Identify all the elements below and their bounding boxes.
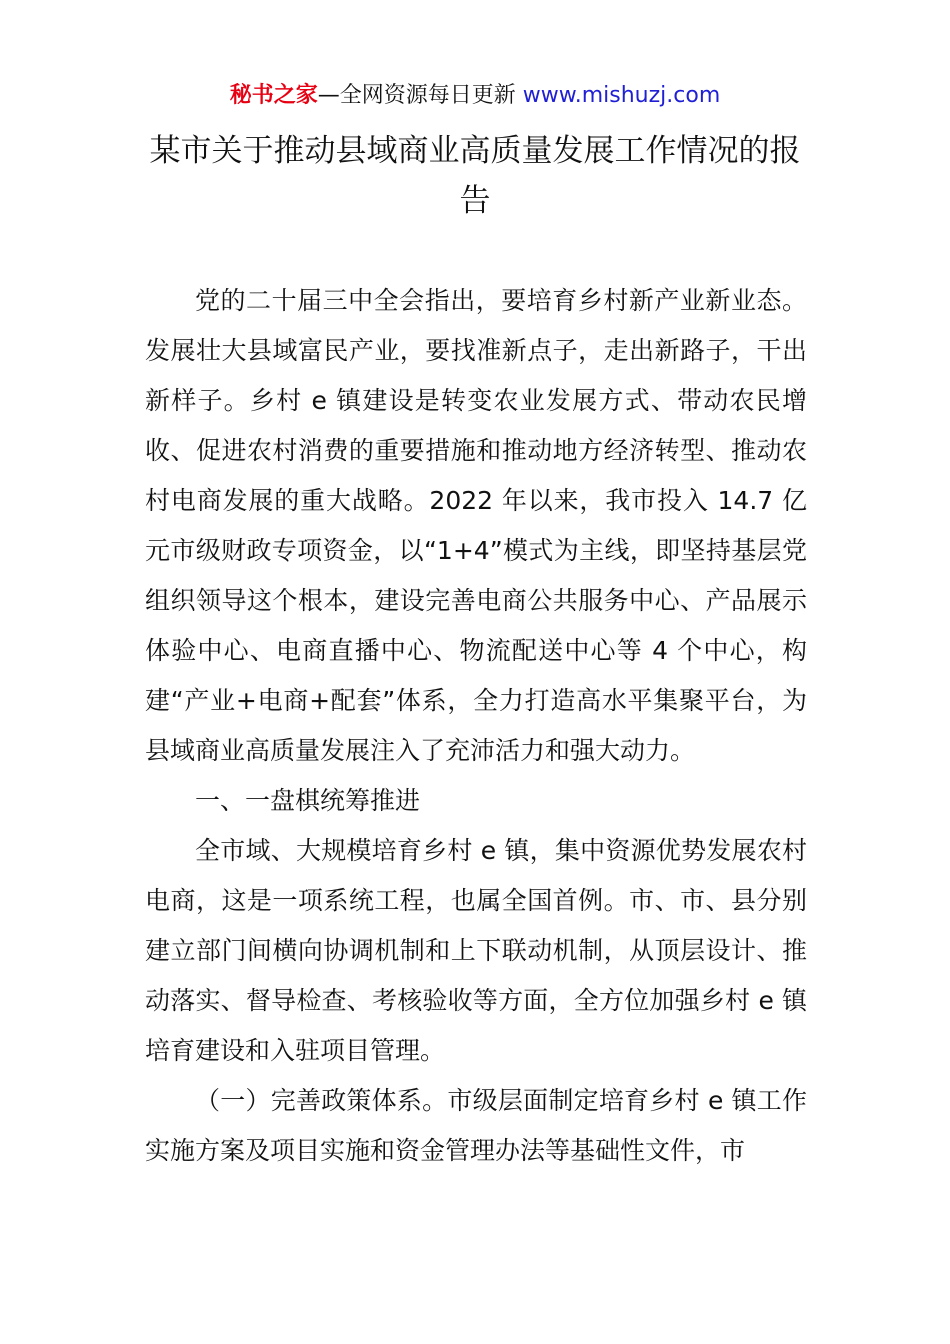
document-title: 某市关于推动县域商业高质量发展工作情况的报告: [149, 133, 801, 219]
banner-tagline: —全网资源每日更新: [317, 83, 523, 108]
site-url-link[interactable]: www.mishuzj.com: [522, 83, 721, 108]
brand-name: 秘书之家: [229, 83, 318, 108]
body-paragraph-section-1: 全市域、大规模培育乡村 e 镇，集中资源优势发展农村电商，这是一项系统工程，也属全国首例。市、市、县分别建立部门间横向协调机制和上下联动机制，从顶层设计、推动落实、督导检查、考核验收等方面，全方位加强乡村 e 镇培育建设和入驻项目管理。: [145, 836, 807, 1065]
document-body: [145, 276, 807, 1176]
section-heading-1: 一、一盘棋统筹推进: [195, 786, 421, 815]
body-paragraph-intro: 党的二十届三中全会指出，要培育乡村新产业新业态。发展壮大县域富民产业，要找准新点子，走出新路子，干出新样子。乡村 e 镇建设是转变农业发展方式、带动农民增收、促进农村消费的重要措施和推动地方经济转型、推动农村电商发展的重大战略。2022 年以来，我市投入 14.7 亿元市级财政专项资金，以“1+4”模式为主线，即坚持基层党组织领导这个根本，建设完善电商公共服务中心、产品展示体验中心、电商直播中心、物流配送中心等 4 个中心，构建“产业+电商+配套”体系，全力打造高水平集聚平台，为县域商业高质量发展注入了充沛活力和强大动力。: [145, 286, 807, 765]
site-banner: [0, 80, 950, 112]
body-paragraph-subsection-1: （一）完善政策体系。市级层面制定培育乡村 e 镇工作实施方案及项目实施和资金管理办法等基础性文件，市: [145, 1086, 807, 1165]
